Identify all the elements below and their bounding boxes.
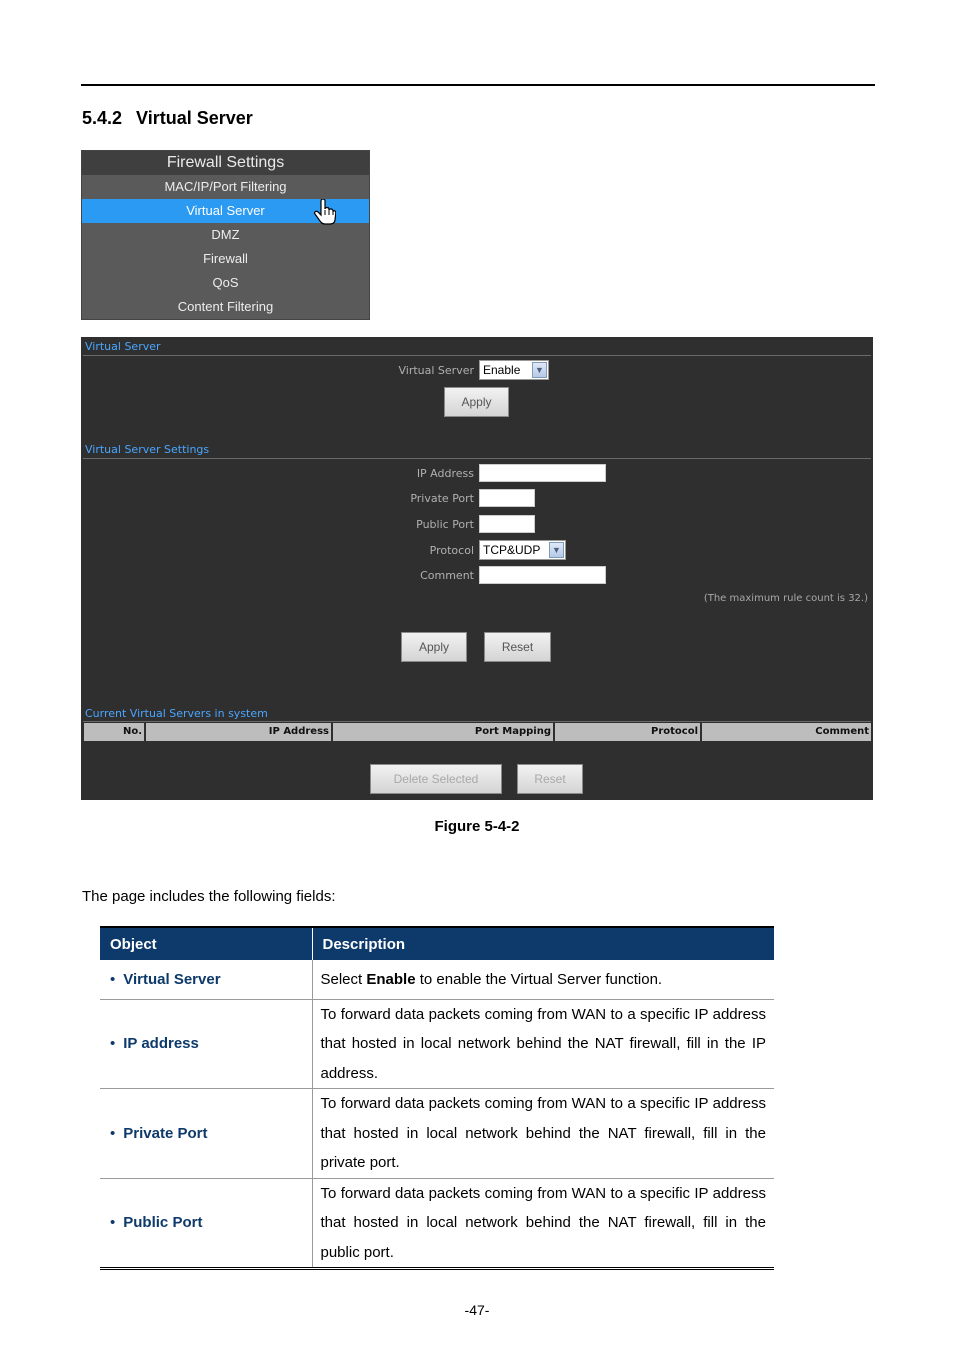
menu-item-dmz[interactable]: DMZ [211,227,240,242]
object-cell [100,999,312,1089]
virtual-server-select-value: Enable [483,363,521,377]
apply-button[interactable]: Apply [444,387,509,417]
column-header-ip-address: IP Address [146,723,331,741]
virtual-server-settings-title: Virtual Server Settings [85,443,210,456]
virtual-server-label: Virtual Server [398,364,474,377]
table-header-row [100,928,774,960]
description-text: Select [320,970,367,988]
page-number: -47- [464,1302,490,1318]
table-row [100,1178,774,1267]
menu-item-qos[interactable]: QoS [212,275,239,290]
apply-rule-button[interactable]: Apply [401,632,467,662]
private-port-label: Private Port [410,492,474,505]
fields-table [100,928,774,1267]
menu-item-content-filtering[interactable]: Content Filtering [177,299,274,314]
divider [83,458,871,459]
description-text: to enable the Virtual Server function. [415,970,663,988]
firewall-settings-menu [81,150,370,320]
comment-input[interactable] [479,566,606,584]
menu-item-mac-ip-port-filtering[interactable]: MAC/IP/Port Filtering [164,179,287,194]
protocol-select-value: TCP&UDP [483,543,541,557]
intro-paragraph: The page includes the following fields: [82,888,336,905]
menu-item-label: Virtual Server [186,203,265,218]
bullet-icon: • [110,1214,116,1232]
column-header-protocol: Protocol [555,723,700,741]
reset-list-button[interactable]: Reset [517,764,583,794]
object-name: IP address [123,1035,199,1053]
object-cell [100,960,312,999]
header-rule [81,84,875,86]
ip-address-label: IP Address [416,467,474,480]
column-header-description: Description [312,928,774,960]
public-port-input[interactable] [479,515,535,533]
section-number: 5.4.2 [82,108,123,128]
section-title [82,108,253,129]
private-port-input[interactable] [479,489,535,507]
divider [83,721,871,722]
protocol-label: Protocol [429,544,474,557]
section-name: Virtual Server [136,108,253,128]
menu-item-virtual-server[interactable] [82,199,369,223]
column-header-port-mapping: Port Mapping [333,723,553,741]
virtual-server-select[interactable] [479,360,549,380]
chevron-down-icon: ▼ [549,542,564,558]
object-cell [100,1178,312,1267]
object-name: Private Port [123,1124,208,1142]
delete-selected-button[interactable]: Delete Selected [370,764,502,794]
reset-rule-button[interactable]: Reset [484,632,551,662]
chevron-down-icon: ▼ [532,362,547,378]
menu-header: Firewall Settings [82,151,369,175]
column-header-object: Object [100,928,312,960]
table-bottom-rule [100,1267,774,1270]
object-name: Virtual Server [123,970,221,988]
protocol-select[interactable] [479,540,566,560]
public-port-label: Public Port [416,518,474,531]
bullet-icon: • [110,1035,116,1053]
description-bold-text: Enable [366,970,416,988]
virtual-server-section-title: Virtual Server [85,340,161,353]
comment-label: Comment [420,569,474,582]
max-rule-note: (The maximum rule count is 32.) [703,593,868,604]
current-virtual-servers-table-header [84,723,871,741]
description-cell [312,960,774,999]
bullet-icon: • [110,970,116,988]
description-cell: To forward data packets coming from WAN to a specific IP address that hosted in local network behind the NAT firewall, fill in the private port. [312,1089,774,1179]
table-row [100,960,774,999]
virtual-server-panel [81,337,873,800]
column-header-no: No. [84,723,144,741]
bullet-icon: • [110,1124,116,1142]
hand-cursor-icon [314,199,336,225]
column-header-comment: Comment [702,723,871,741]
current-virtual-servers-title: Current Virtual Servers in system [85,707,268,720]
menu-item-firewall[interactable]: Firewall [203,251,248,266]
object-name: Public Port [123,1214,203,1232]
object-cell [100,1089,312,1179]
table-row [100,1089,774,1179]
divider [83,355,871,356]
ip-address-input[interactable] [479,464,606,482]
description-cell: To forward data packets coming from WAN to a specific IP address that hosted in local network behind the NAT firewall, fill in the IP address. [312,999,774,1089]
description-cell: To forward data packets coming from WAN to a specific IP address that hosted in local network behind the NAT firewall, fill in the public port. [320,1184,766,1261]
figure-caption: Figure 5-4-2 [434,818,520,835]
table-row [100,999,774,1089]
